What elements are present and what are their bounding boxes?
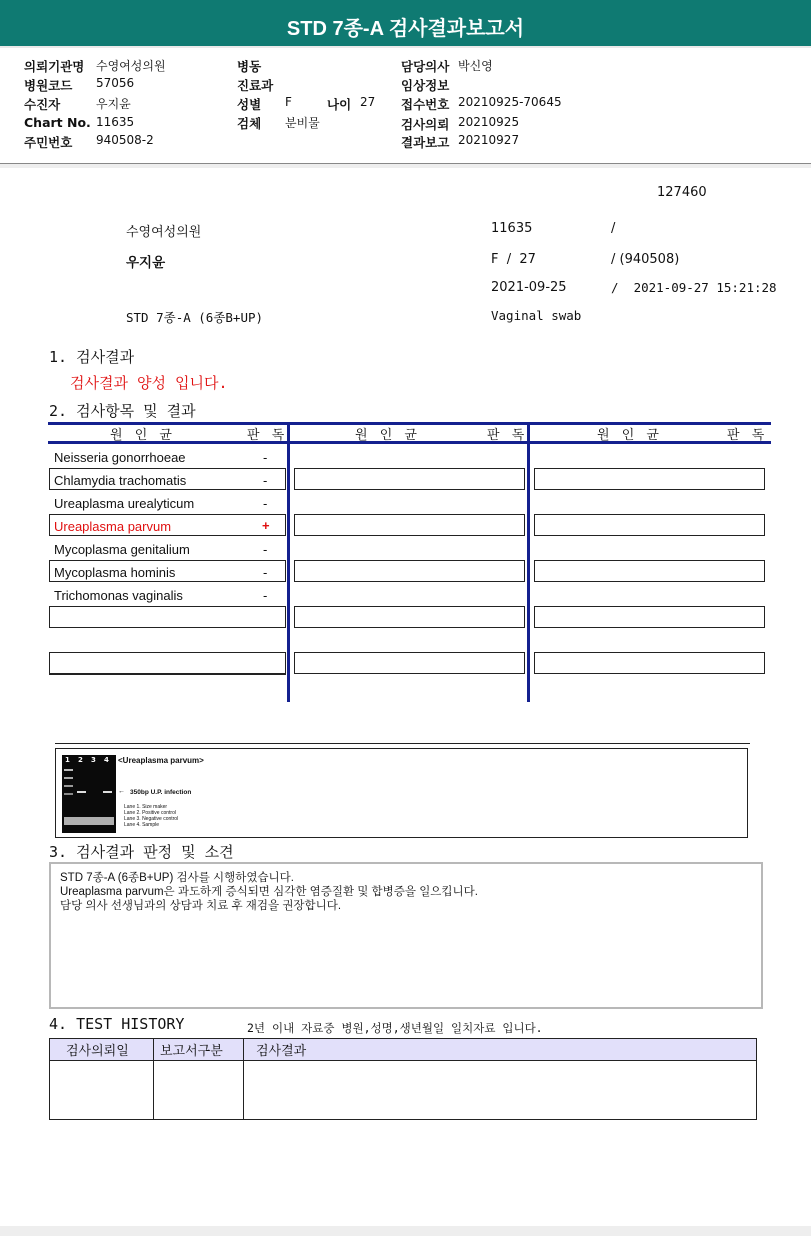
gel-image-frame bbox=[55, 748, 748, 838]
resident-no-label: 주민번호 bbox=[24, 135, 73, 150]
hospital-code-label: 병원코드 bbox=[24, 78, 73, 93]
specimen-label: 검체 bbox=[237, 116, 262, 131]
gel-band bbox=[64, 785, 73, 787]
gel-lane-1-label: 1 bbox=[65, 756, 70, 764]
info-request-date: 2021-09-25 bbox=[491, 280, 567, 295]
history-note: 2년 이내 자료중 병원,성명,생년월일 일치자료 입니다. bbox=[247, 1021, 543, 1035]
gel-top-rule bbox=[55, 743, 750, 744]
gel-band bbox=[64, 769, 73, 771]
patient-value: 우지윤 bbox=[96, 97, 131, 111]
receipt-no-value: 20210925-70645 bbox=[458, 95, 562, 109]
gel-lane-3-label: 3 bbox=[91, 756, 96, 764]
gel-band bbox=[77, 791, 86, 793]
gel-legend-1: Lane 1. Size maker bbox=[124, 804, 168, 810]
row-box bbox=[294, 606, 525, 628]
gel-legend-4: Lane 4. Sample bbox=[124, 822, 160, 828]
section2-heading: 2. 검사항목 및 결과 bbox=[49, 402, 196, 420]
sex-value: F bbox=[285, 95, 292, 109]
history-col-request-date: 검사의뢰일 bbox=[66, 1043, 129, 1058]
ward-label: 병동 bbox=[237, 59, 262, 74]
department-label: 진료과 bbox=[237, 78, 274, 93]
pathogen-name-positive: Ureaplasma parvum bbox=[54, 519, 172, 534]
col-judgment-header: 판 독 bbox=[247, 428, 289, 443]
specimen-id-number: 127460 bbox=[657, 185, 707, 200]
row-box bbox=[294, 468, 525, 490]
row-box bbox=[294, 652, 525, 674]
doctor-label: 담당의사 bbox=[401, 59, 450, 74]
row-box bbox=[49, 606, 286, 628]
gel-legend-2: Lane 2. Positive control bbox=[124, 810, 176, 816]
specimen-value: 분비물 bbox=[285, 116, 320, 130]
chart-no-label: Chart No. bbox=[24, 115, 91, 130]
pathogen-result: - bbox=[263, 496, 268, 511]
info-specimen: Vaginal swab bbox=[491, 308, 582, 323]
report-title: STD 7종-A 검사결과보고서 bbox=[286, 18, 525, 40]
row-box bbox=[534, 652, 765, 674]
chart-no-value: 11635 bbox=[96, 115, 135, 129]
gel-lane-4-label: 4 bbox=[104, 756, 109, 764]
gel-lane-2-label: 2 bbox=[78, 756, 83, 764]
gel-band-arrow-icon: ← bbox=[118, 788, 125, 795]
pathogen-name: Neisseria gonorrhoeae bbox=[54, 450, 186, 465]
patient-label: 수진자 bbox=[24, 97, 61, 112]
section4-heading: 4. TEST HISTORY bbox=[49, 1015, 185, 1033]
gel-band-label: 350bp U.P. infection bbox=[130, 789, 192, 796]
pathogen-name: Trichomonas vaginalis bbox=[54, 588, 183, 603]
pathogen-name: Mycoplasma genitalium bbox=[54, 542, 190, 557]
row-box bbox=[534, 606, 765, 628]
institution-value: 수영여성의원 bbox=[96, 59, 166, 73]
footer-strip bbox=[0, 1226, 811, 1236]
resident-no-value: 940508-2 bbox=[96, 133, 154, 147]
col-pathogen-header-2: 원 인 균 bbox=[355, 428, 421, 443]
row-box bbox=[534, 468, 765, 490]
receipt-no-label: 접수번호 bbox=[401, 97, 450, 112]
gel-title: <Ureaplasma parvum> bbox=[118, 756, 204, 765]
pathogen-result: - bbox=[263, 542, 268, 557]
pathogen-result-positive: + bbox=[262, 518, 270, 533]
row-box bbox=[294, 514, 525, 536]
info-slash: / bbox=[611, 221, 616, 236]
pathogen-result: - bbox=[263, 565, 268, 580]
pathogen-name: Ureaplasma urealyticum bbox=[54, 496, 195, 511]
row-box bbox=[534, 514, 765, 536]
info-report-datetime: / 2021-09-27 15:21:28 bbox=[611, 280, 777, 295]
request-label: 검사의뢰 bbox=[401, 117, 450, 132]
history-col-divider bbox=[153, 1039, 154, 1119]
opinion-line: Ureaplasma parvum은 과도하게 증식되면 심각한 염증질환 및 합병증을 일으킵니다. bbox=[60, 886, 478, 898]
gel-legend-3: Lane 3. Negative control bbox=[124, 816, 179, 822]
header-shadow bbox=[0, 164, 811, 168]
history-col-divider bbox=[243, 1039, 244, 1119]
info-test-name: STD 7종-A (6종B+UP) bbox=[126, 310, 264, 325]
info-sex-age: F / 27 bbox=[491, 252, 536, 267]
gel-band bbox=[64, 777, 73, 779]
history-col-result: 검사결과 bbox=[256, 1043, 307, 1058]
pathogen-result: - bbox=[263, 450, 268, 465]
gel-band bbox=[64, 793, 73, 795]
pathogen-result: - bbox=[263, 473, 268, 488]
section1-heading: 1. 검사결과 bbox=[49, 348, 135, 366]
info-clinic: 수영여성의원 bbox=[126, 225, 202, 240]
info-chart: 11635 bbox=[491, 221, 533, 236]
gel-band bbox=[103, 791, 112, 793]
opinion-line: 담당 의사 선생님과의 상담과 치료 후 재검을 권장합니다. bbox=[60, 900, 342, 912]
institution-label: 의뢰기관명 bbox=[24, 59, 85, 74]
hospital-code-value: 57056 bbox=[96, 76, 135, 90]
col-judgment-header-2: 판 독 bbox=[487, 428, 529, 443]
doctor-value: 박신영 bbox=[458, 59, 493, 73]
gel-photo bbox=[62, 755, 116, 833]
row-box bbox=[294, 560, 525, 582]
col-pathogen-header: 원 인 균 bbox=[110, 428, 176, 443]
row-line bbox=[49, 674, 286, 675]
opinion-box bbox=[49, 862, 763, 1009]
row-box bbox=[534, 560, 765, 582]
info-patient-name: 우지윤 bbox=[126, 255, 166, 271]
gel-primer-band bbox=[64, 817, 114, 825]
sex-label: 성별 bbox=[237, 97, 262, 112]
table-column-divider-2 bbox=[527, 422, 530, 702]
opinion-line: STD 7종-A (6종B+UP) 검사를 시행하였습니다. bbox=[60, 872, 294, 884]
request-date-value: 20210925 bbox=[458, 115, 520, 129]
report-date-value: 20210927 bbox=[458, 133, 520, 147]
pathogen-name: Mycoplasma hominis bbox=[54, 565, 176, 580]
info-birth: / (940508) bbox=[611, 252, 680, 267]
age-label: 나이 bbox=[327, 97, 352, 112]
section3-heading: 3. 검사결과 판정 및 소견 bbox=[49, 843, 234, 861]
col-pathogen-header-3: 원 인 균 bbox=[597, 428, 663, 443]
age-value: 27 bbox=[360, 95, 376, 109]
col-judgment-header-3: 판 독 bbox=[727, 428, 769, 443]
table-column-divider-1 bbox=[287, 422, 290, 702]
history-col-report-type: 보고서구분 bbox=[160, 1043, 223, 1058]
title-underline bbox=[0, 46, 811, 48]
row-box bbox=[49, 652, 286, 674]
history-table bbox=[49, 1038, 757, 1120]
pathogen-result: - bbox=[263, 588, 268, 603]
report-title-bar bbox=[0, 0, 811, 48]
history-table-header bbox=[50, 1039, 756, 1061]
report-label: 결과보고 bbox=[401, 135, 450, 150]
positive-result-text: 검사결과 양성 입니다. bbox=[70, 374, 228, 392]
pathogen-name: Chlamydia trachomatis bbox=[54, 473, 187, 488]
clinical-label: 임상정보 bbox=[401, 78, 450, 93]
